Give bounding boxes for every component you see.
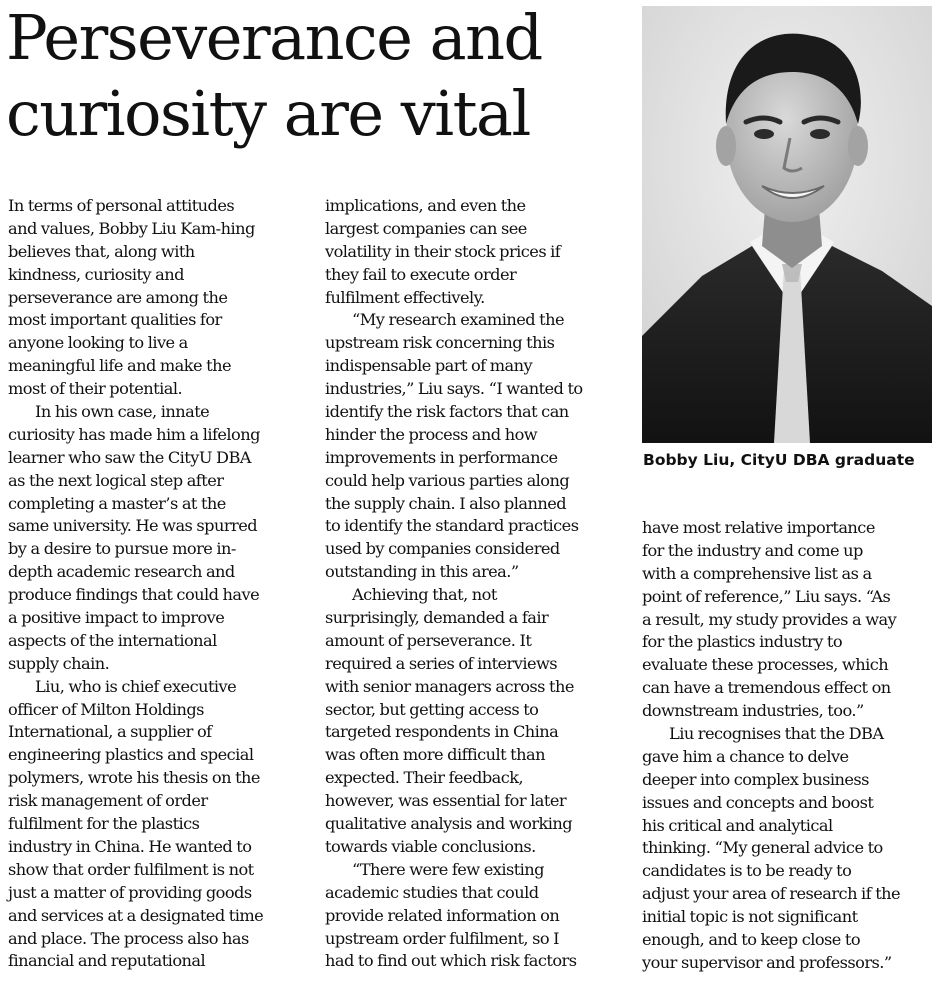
text-line: amount of perseverance. It — [325, 630, 532, 650]
text-line: financial and reputational — [8, 951, 206, 971]
text-line: officer of Milton Holdings — [8, 699, 204, 719]
text-line: evaluate these processes, which — [642, 655, 889, 675]
text-line: to identify the standard practices — [325, 516, 579, 536]
text-line: fulfilment effectively. — [325, 287, 485, 307]
text-line: aspects of the international — [8, 630, 217, 650]
text-line: In terms of personal attitudes — [8, 196, 235, 215]
text-line: In his own case, innate — [35, 402, 210, 422]
article-column-3 — [642, 517, 934, 975]
text-line: perseverance are among the — [8, 287, 228, 307]
text-line: hinder the process and how — [325, 424, 538, 444]
text-line: towards viable conclusions. — [325, 836, 536, 856]
text-line: largest companies can see — [325, 218, 527, 238]
text-line: improvements in performance — [325, 447, 558, 467]
text-line: implications, and even the — [325, 196, 526, 215]
text-line: produce findings that could have — [8, 585, 260, 605]
text-line: industry in China. He wanted to — [8, 836, 252, 856]
text-line: deeper into complex business — [642, 769, 869, 789]
text-line: have most relative importance — [642, 518, 875, 537]
text-line: gave him a chance to delve — [642, 746, 849, 766]
text-line: risk management of order — [8, 791, 208, 811]
text-line: fulfilment for the plastics — [8, 814, 200, 834]
headline-line-1: Perseverance and — [6, 1, 542, 74]
text-line: completing a master’s at the — [8, 493, 226, 513]
headline-line-2: curiosity are vital — [6, 77, 530, 150]
photo-caption: Bobby Liu, CityU DBA graduate — [643, 451, 915, 469]
text-line: downstream industries, too.” — [642, 701, 864, 721]
portrait-photo — [642, 6, 932, 443]
text-line: “My research examined the — [352, 310, 565, 330]
text-line: sector, but getting access to — [325, 699, 539, 719]
text-line: and services at a designated time — [8, 905, 264, 925]
text-line: depth academic research and — [8, 562, 235, 582]
text-line: by a desire to pursue more in- — [8, 539, 236, 559]
text-line: believes that, along with — [8, 241, 195, 261]
text-line: point of reference,” Liu says. “As — [642, 586, 891, 606]
text-line: as the next logical step after — [8, 470, 224, 490]
text-line: Liu, who is chief executive — [35, 676, 237, 696]
text-line: kindness, curiosity and — [8, 264, 184, 284]
text-line: could help various parties along — [325, 470, 570, 490]
text-line: outstanding in this area.” — [325, 562, 519, 582]
text-line: academic studies that could — [325, 882, 539, 902]
text-line: his critical and analytical — [642, 815, 833, 835]
text-line: indispensable part of many — [325, 356, 533, 376]
text-line: polymers, wrote his thesis on the — [8, 768, 260, 788]
text-line: enough, and to keep close to — [642, 930, 861, 950]
text-line: show that order fulfilment is not — [8, 859, 254, 879]
text-line: can have a tremendous effect on — [642, 678, 891, 698]
text-line: they fail to execute order — [325, 264, 517, 284]
text-line: just a matter of providing goods — [8, 882, 252, 902]
text-line: most of their potential. — [8, 379, 183, 399]
text-line: industries,” Liu says. “I wanted to — [325, 379, 583, 399]
text-line: upstream order fulfilment, so I — [325, 928, 560, 948]
text-line: International, a supplier of — [8, 722, 212, 742]
text-line: meaningful life and make the — [8, 356, 232, 376]
text-line: a positive impact to improve — [8, 608, 225, 628]
text-line: for the plastics industry to — [642, 632, 843, 652]
text-line: expected. Their feedback, — [325, 768, 524, 788]
text-line: surprisingly, demanded a fair — [325, 608, 549, 628]
text-line: initial topic is not significant — [642, 907, 858, 927]
text-line: however, was essential for later — [325, 791, 567, 811]
text-line: identify the risk factors that can — [325, 402, 569, 422]
text-line: provide related information on — [325, 905, 560, 925]
text-line: a result, my study provides a way — [642, 609, 897, 629]
text-line: and values, Bobby Liu Kam-hing — [8, 218, 255, 238]
text-line: adjust your area of research if the — [642, 884, 901, 904]
text-line: and place. The process also has — [8, 928, 249, 948]
text-line: upstream risk concerning this — [325, 333, 555, 353]
text-line: qualitative analysis and working — [325, 814, 573, 834]
text-line: curiosity has made him a lifelong — [8, 424, 260, 444]
headline — [6, 0, 626, 152]
text-line: used by companies considered — [325, 539, 560, 559]
text-line: most important qualities for — [8, 310, 222, 330]
text-line: engineering plastics and special — [8, 745, 254, 765]
text-line: Liu recognises that the DBA — [669, 724, 884, 744]
text-line: your supervisor and professors.” — [642, 952, 892, 972]
text-line: was often more difficult than — [325, 745, 545, 765]
text-line: learner who saw the CityU DBA — [8, 447, 251, 467]
text-line: the supply chain. I also planned — [325, 493, 567, 513]
text-line: for the industry and come up — [642, 540, 863, 560]
text-line: required a series of interviews — [325, 653, 558, 673]
text-line: targeted respondents in China — [325, 722, 559, 742]
text-line: volatility in their stock prices if — [325, 241, 561, 261]
article-column-1 — [8, 195, 308, 973]
article-column-2 — [325, 195, 625, 973]
text-line: with senior managers across the — [325, 676, 574, 696]
text-line: “There were few existing — [352, 859, 544, 879]
portrait-illustration — [642, 6, 932, 443]
text-line: supply chain. — [8, 653, 110, 673]
text-line: same university. He was spurred — [8, 516, 258, 536]
text-line: candidates is to be ready to — [642, 861, 852, 881]
text-line: issues and concepts and boost — [642, 792, 874, 812]
text-line: anyone looking to live a — [8, 333, 188, 353]
text-line: had to find out which risk factors — [325, 951, 577, 971]
text-line: Achieving that, not — [352, 585, 497, 605]
text-line: with a comprehensive list as a — [642, 563, 872, 583]
text-line: thinking. “My general advice to — [642, 838, 883, 858]
